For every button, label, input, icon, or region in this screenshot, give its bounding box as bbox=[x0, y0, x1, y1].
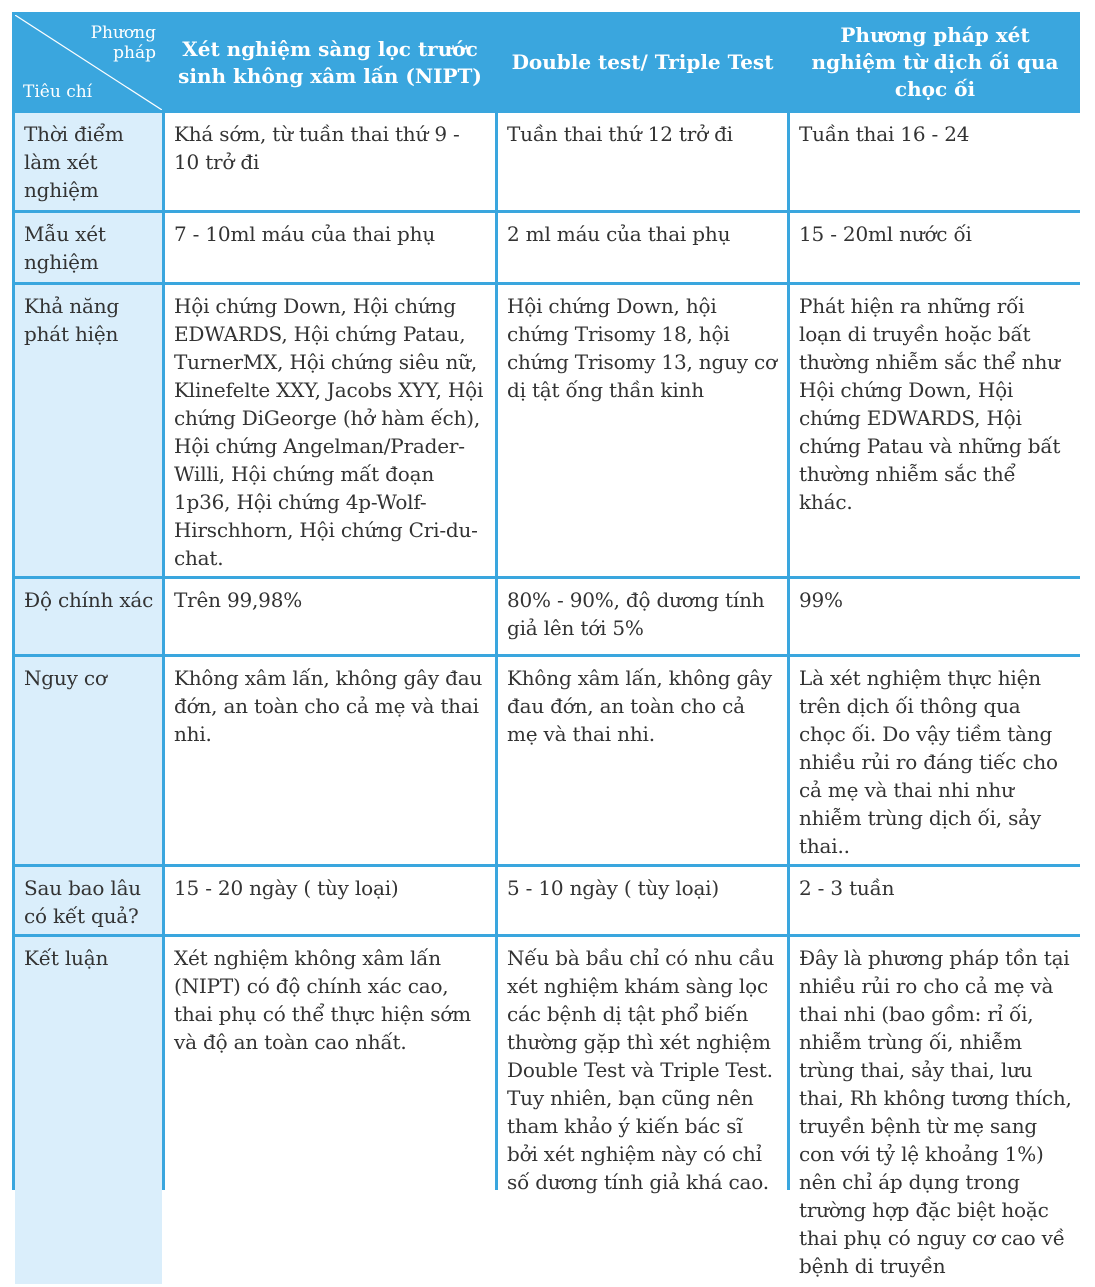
table-row bbox=[15, 285, 1080, 576]
table-cell: Phát hiện ra những rối loạn di truyền hoặc bất thường nhiễm sắc thể như Hội chứng Down, Hội chứng EDWARDS, Hội chứng Patau và những bất thường nhiễm sắc thể khác. bbox=[790, 285, 1080, 576]
table-cell: Là xét nghiệm thực hiện trên dịch ối thông qua chọc ối. Do vậy tiềm tàng nhiều rủi ro đáng tiếc cho cả mẹ và thai nhi như nhiễm trùng dịch ối, sảy thai.. bbox=[790, 657, 1080, 864]
row-label-timing: Thời điểm làm xét nghiệm bbox=[15, 113, 162, 210]
table-row bbox=[15, 213, 1080, 282]
table-row bbox=[15, 579, 1080, 654]
table-cell: Khá sớm, từ tuần thai thứ 9 - 10 trở đi bbox=[165, 113, 495, 210]
table-row bbox=[15, 657, 1080, 864]
table-cell: Không xâm lấn, không gây đau đớn, an toàn cho cả mẹ và thai nhi. bbox=[498, 657, 787, 864]
header-amniocentesis: Phương pháp xét nghiệm từ dịch ối qua chọc ối bbox=[790, 15, 1080, 110]
table-cell: 2 ml máu của thai phụ bbox=[498, 213, 787, 282]
row-label-accuracy: Độ chính xác bbox=[15, 579, 162, 654]
table-cell: Hội chứng Down, Hội chứng EDWARDS, Hội chứng Patau, TurnerMX, Hội chứng siêu nữ, Klinefelte XXY, Jacobs XYY, Hội chứng DiGeorge (hở hàm ếch), Hội chứng Angelman/Prader-Willi, Hội chứng mất đoạn 1p36, Hội chứng 4p-Wolf-Hirschhorn, Hội chứng Cri-du-chat. bbox=[165, 285, 495, 576]
header-nipt: Xét nghiệm sàng lọc trước sinh không xâm lấn (NIPT) bbox=[165, 15, 495, 110]
row-label-risk: Nguy cơ bbox=[15, 657, 162, 864]
comparison-table bbox=[12, 12, 1083, 1287]
header-row bbox=[15, 15, 1080, 110]
table-cell: Tuần thai thứ 12 trở đi bbox=[498, 113, 787, 210]
corner-method-label bbox=[91, 23, 156, 63]
table-cell: Hội chứng Down, hội chứng Trisomy 18, hội chứng Trisomy 13, nguy cơ dị tật ống thần kinh bbox=[498, 285, 787, 576]
row-label-conclusion: Kết luận bbox=[15, 937, 162, 1284]
table-cell: 99% bbox=[790, 579, 1080, 654]
row-label-sample: Mẫu xét nghiệm bbox=[15, 213, 162, 282]
table-row bbox=[15, 937, 1080, 1284]
table-cell: 5 - 10 ngày ( tùy loại) bbox=[498, 867, 787, 934]
comparison-table-frame bbox=[12, 12, 1080, 1278]
table-cell: Tuần thai 16 - 24 bbox=[790, 113, 1080, 210]
corner-header-cell bbox=[15, 15, 162, 110]
table-cell: Trên 99,98% bbox=[165, 579, 495, 654]
corner-method-line1: Phương bbox=[90, 23, 156, 43]
table-cell: 2 - 3 tuần bbox=[790, 867, 1080, 934]
corner-method-line2: pháp bbox=[113, 43, 156, 63]
row-label-turnaround: Sau bao lâu có kết quả? bbox=[15, 867, 162, 934]
table-cell: 7 - 10ml máu của thai phụ bbox=[165, 213, 495, 282]
table-cell: Xét nghiệm không xâm lấn (NIPT) có độ chính xác cao, thai phụ có thể thực hiện sớm và độ an toàn cao nhất. bbox=[165, 937, 495, 1284]
table-cell: Không xâm lấn, không gây đau đớn, an toàn cho cả mẹ và thai nhi. bbox=[165, 657, 495, 864]
table-cell: 80% - 90%, độ dương tính giả lên tới 5% bbox=[498, 579, 787, 654]
table-cell: 15 - 20 ngày ( tùy loại) bbox=[165, 867, 495, 934]
row-label-detection: Khả năng phát hiện bbox=[15, 285, 162, 576]
table-cell: Nếu bà bầu chỉ có nhu cầu xét nghiệm khám sàng lọc các bệnh dị tật phổ biến thường gặp thì xét nghiệm Double Test và Triple Test. Tuy nhiên, bạn cũng nên tham khảo ý kiến bác sĩ bởi xét nghiệm này có chỉ số dương tính giả khá cao. bbox=[498, 937, 787, 1284]
table-cell: Đây là phương pháp tồn tại nhiều rủi ro cho cả mẹ và thai nhi (bao gồm: rỉ ối, nhiễm trùng ối, nhiễm trùng thai, sảy thai, lưu thai, Rh không tương thích, truyền bệnh từ mẹ sang con với tỷ lệ khoảng 1%) nên chỉ áp dụng trong trường hợp đặc biệt hoặc thai phụ có nguy cơ cao về bệnh di truyền bbox=[790, 937, 1080, 1284]
table-cell: 15 - 20ml nước ối bbox=[790, 213, 1080, 282]
corner-criteria-label: Tiêu chí bbox=[23, 82, 93, 102]
table-row bbox=[15, 867, 1080, 934]
table-row bbox=[15, 113, 1080, 210]
header-double-triple-test: Double test/ Triple Test bbox=[498, 15, 787, 110]
